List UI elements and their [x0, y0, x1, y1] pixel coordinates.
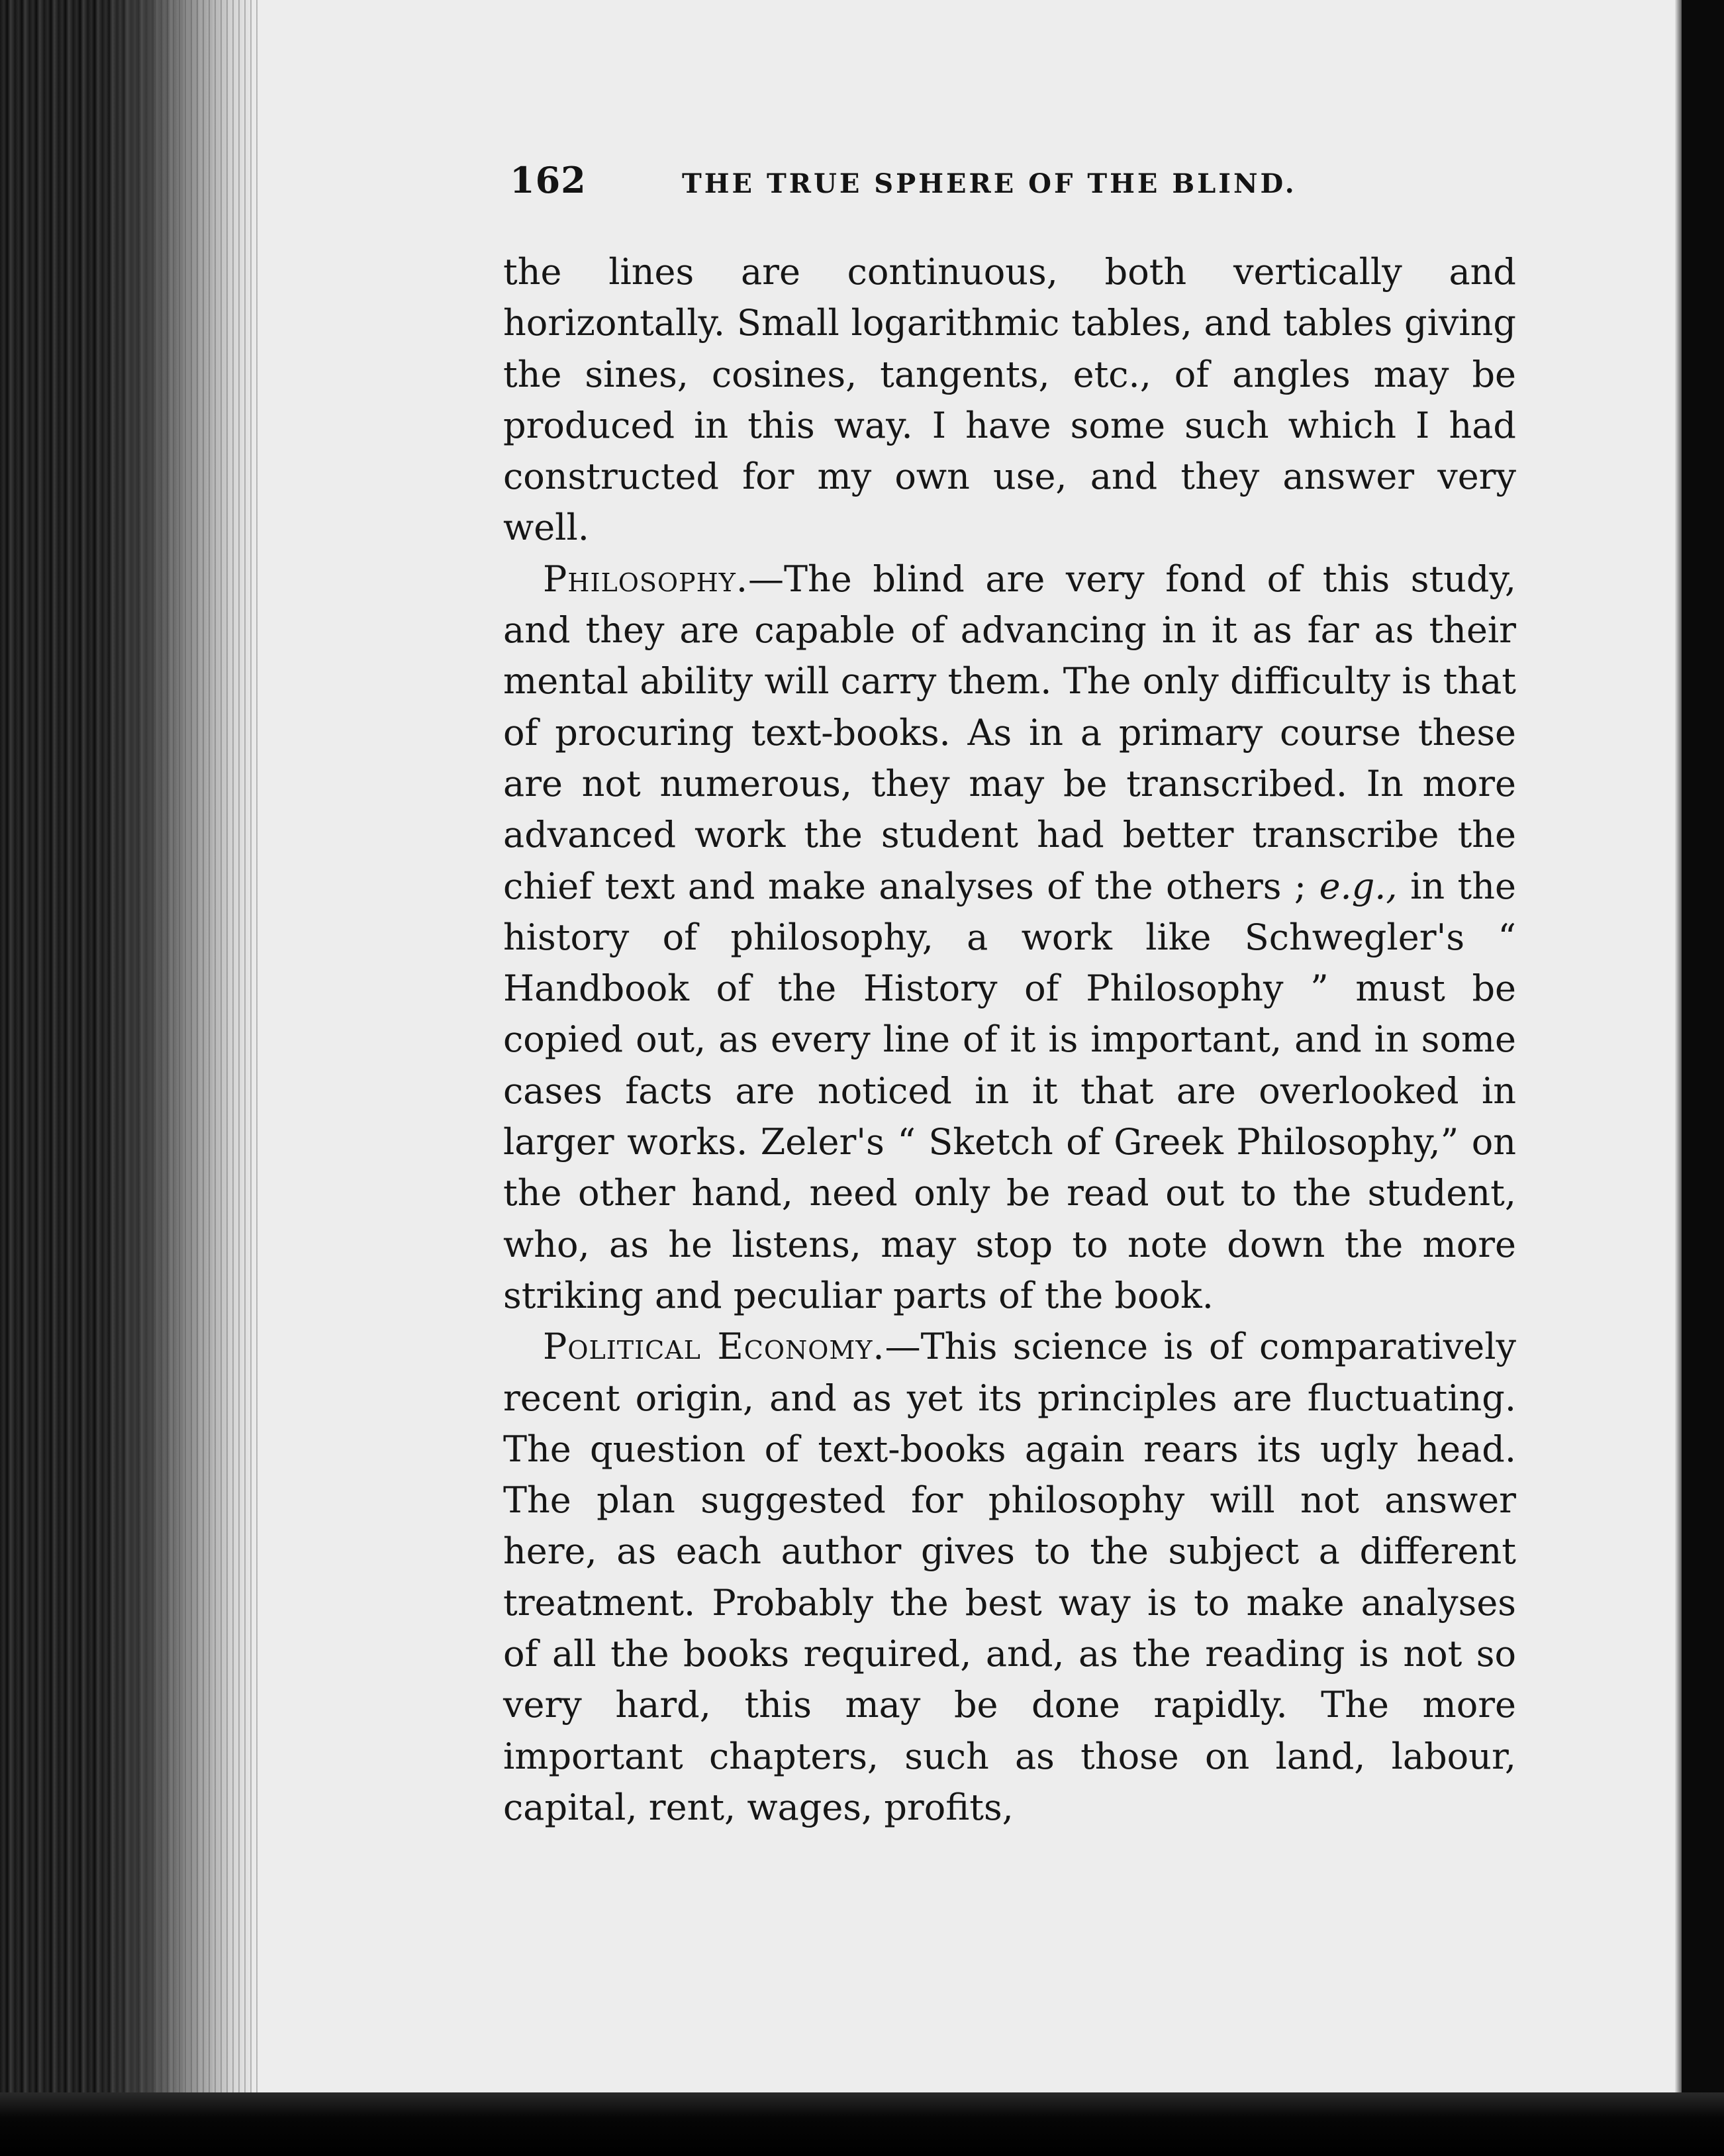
- philosophy-text-part-1: —The blind are very fond of this study, and they are capable of advancing in it as far as their mental ability will carry them. The only difficulty is that of procuring text-books. As in a primary course these are not numerous, they may be transcribed. In more advanced work the student had better transcribe the chief text and make analyses of the others ;: [503, 558, 1516, 907]
- right-scan-border: [1682, 0, 1724, 2156]
- body-text: [503, 246, 1516, 1833]
- bottom-scan-border: [0, 2092, 1724, 2156]
- running-title: THE TRUE SPHERE OF THE BLIND.: [682, 168, 1297, 199]
- paragraph-philosophy: [503, 554, 1516, 1321]
- section-lead-philosophy: Philosophy.: [543, 558, 749, 600]
- section-lead-political-economy: Political Economy.: [543, 1326, 885, 1368]
- right-gutter: [1675, 0, 1682, 2156]
- running-head: [503, 159, 1516, 212]
- paragraph-continuation: the lines are continuous, both vertically and horizontally. Small logarithmic tables, and tables giving the sines, cosines, tangents, etc., of angles may be produced in this way. I have some such which I had constructed for my own use, and they answer very well.: [503, 251, 1516, 549]
- page-number: 162: [510, 159, 587, 201]
- paragraph-political-economy: [503, 1321, 1516, 1833]
- philosophy-italic-eg: e.g.,: [1319, 865, 1398, 907]
- page-stack-lines: [119, 0, 258, 2156]
- philosophy-text-part-2: in the history of philosophy, a work like Schwegler's “ Handbook of the History of Philosophy ” must be copied out, as every line of it is important, and in some cases facts are noticed in it that are overlooked in larger works. Zeler's “ Sketch of Greek Philosophy,” on the other hand, need only be read out to the student, who, as he listens, may stop to note down the more striking and peculiar parts of the book.: [503, 865, 1516, 1316]
- political-economy-text: —This science is of comparatively recent origin, and as yet its principles are fluctuating. The question of text-books again rears its ugly head. The plan suggested for philosophy will not answer here, as each author gives to the subject a different treatment. Probably the best way is to make analyses of all the books required, and, as the reading is not so very hard, this may be done rapidly. The more important chapters, such as those on land, labour, capital, rent, wages, profits,: [503, 1326, 1516, 1828]
- book-page: [503, 159, 1516, 1833]
